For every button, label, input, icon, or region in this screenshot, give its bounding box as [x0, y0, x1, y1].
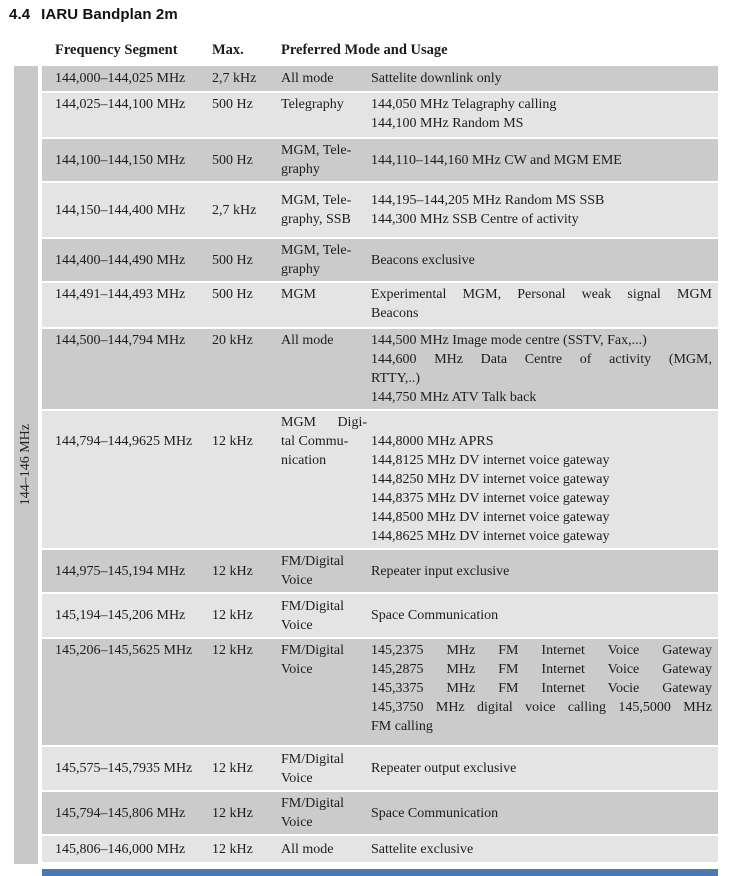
mode-line: MGM, Tele-	[281, 243, 352, 258]
mode-cell	[281, 840, 371, 859]
mode-cell	[281, 191, 371, 229]
mode-cell	[281, 285, 371, 304]
table-row	[42, 183, 718, 237]
mode-line: FM/Digital	[281, 554, 345, 569]
frequency-cell: 144,491–144,493 MHz	[55, 287, 186, 302]
mode-line: tal Commu-	[281, 434, 349, 449]
usage-line: 145,3750 MHz digital voice calling 145,5000 MHz	[371, 700, 712, 715]
frequency-cell: 145,575–145,7935 MHz	[55, 761, 193, 776]
mode-cell	[281, 597, 371, 635]
mode-line: Voice	[281, 662, 313, 677]
mode-line: MGM Digi-	[281, 415, 367, 430]
usage-line: 145,2875 MHz FM Internet Voice Gateway	[371, 662, 712, 677]
mode-line: FM/Digital	[281, 796, 345, 811]
usage-line: 144,300 MHz SSB Centre of activity	[371, 212, 579, 227]
frequency-cell: 144,025–144,100 MHz	[55, 97, 186, 112]
frequency-cell: 144,500–144,794 MHz	[55, 333, 186, 348]
section-number: 4.4	[9, 6, 31, 23]
header-max: Max.	[212, 42, 244, 58]
header-mode-usage: Preferred Mode and Usage	[281, 42, 448, 58]
table-row	[42, 66, 718, 91]
usage-line: 145,2375 MHz FM Internet Voice Gateway	[371, 643, 712, 658]
usage-cell	[371, 641, 718, 736]
frequency-cell: 144,000–144,025 MHz	[55, 71, 186, 86]
mode-cell	[281, 141, 371, 179]
usage-line: 144,8250 MHz DV internet voice gateway	[371, 472, 610, 487]
table-row	[42, 836, 718, 862]
usage-line: Sattelite downlink only	[371, 71, 502, 86]
table-row	[42, 747, 718, 790]
mode-line: graphy	[281, 162, 320, 177]
usage-cell	[371, 562, 718, 581]
table-row	[42, 550, 718, 592]
usage-cell	[371, 804, 718, 823]
header-frequency: Frequency Segment	[55, 42, 178, 58]
mode-cell	[281, 95, 371, 114]
usage-cell	[371, 69, 718, 88]
usage-line: 144,8375 MHz DV internet voice gateway	[371, 491, 610, 506]
band-spine	[14, 66, 38, 864]
usage-line: Repeater output exclusive	[371, 761, 517, 776]
table-header	[42, 40, 718, 66]
usage-line: Experimental MGM, Personal weak signal MGM	[371, 287, 712, 302]
usage-line: Beacons exclusive	[371, 252, 475, 268]
usage-line: 144,100 MHz Random MS	[371, 116, 524, 131]
max-bandwidth-cell: 20 kHz	[212, 333, 253, 348]
max-bandwidth-cell: 2,7 kHz	[212, 71, 257, 86]
max-bandwidth-cell: 12 kHz	[212, 805, 253, 821]
table-row	[42, 594, 718, 637]
max-bandwidth-cell: 500 Hz	[212, 287, 253, 302]
usage-cell	[371, 251, 718, 270]
usage-cell	[371, 759, 718, 778]
usage-line: Space Communication	[371, 805, 499, 821]
mode-line: Voice	[281, 815, 313, 830]
band-range-label: 144–146 MHz	[18, 424, 33, 506]
frequency-cell: 144,150–144,400 MHz	[55, 202, 186, 218]
footer-rule	[42, 869, 718, 876]
table-row	[42, 639, 718, 745]
usage-cell	[371, 331, 718, 407]
table-body	[0, 66, 737, 864]
max-bandwidth-cell: 2,7 kHz	[212, 202, 257, 218]
mode-line: graphy, SSB	[281, 212, 351, 227]
mode-cell	[281, 69, 371, 88]
frequency-cell: 145,206–145,5625 MHz	[55, 643, 193, 658]
usage-line: 144,8000 MHz APRS	[371, 434, 494, 449]
usage-line: 145,3375 MHz FM Internet Vocie Gateway	[371, 681, 712, 696]
usage-line: 144,050 MHz Telagraphy calling	[371, 97, 557, 112]
usage-line: Beacons	[371, 306, 419, 321]
mode-line: graphy	[281, 262, 320, 277]
usage-line: 144,8625 MHz DV internet voice gateway	[371, 529, 610, 544]
frequency-cell: 144,400–144,490 MHz	[55, 252, 186, 268]
table-row	[42, 329, 718, 409]
usage-line: 144,750 MHz ATV Talk back	[371, 390, 537, 405]
usage-line: 144,8500 MHz DV internet voice gateway	[371, 510, 610, 525]
mode-line: nication	[281, 453, 327, 468]
usage-line: Repeater input exclusive	[371, 563, 510, 579]
table-row	[42, 411, 718, 548]
mode-line: FM/Digital	[281, 751, 345, 767]
bandplan-table	[0, 40, 737, 876]
max-bandwidth-cell: 500 Hz	[212, 152, 253, 168]
usage-line: 144,195–144,205 MHz Random MS SSB	[371, 193, 605, 208]
mode-line: FM/Digital	[281, 598, 345, 614]
max-bandwidth-cell: 500 Hz	[212, 252, 253, 268]
mode-cell	[281, 794, 371, 832]
mode-cell	[281, 331, 371, 350]
max-bandwidth-cell: 12 kHz	[212, 434, 253, 449]
max-bandwidth-cell: 12 kHz	[212, 643, 253, 658]
max-bandwidth-cell: 12 kHz	[212, 761, 253, 776]
table-row	[42, 139, 718, 181]
max-bandwidth-cell: 500 Hz	[212, 97, 253, 112]
mode-cell	[281, 552, 371, 590]
usage-line: Space Communication	[371, 608, 499, 623]
table-row	[42, 239, 718, 281]
usage-cell	[371, 95, 718, 133]
mode-cell	[281, 413, 371, 470]
max-bandwidth-cell: 12 kHz	[212, 608, 253, 623]
usage-line: RTTY,..)	[371, 371, 421, 386]
frequency-cell: 145,794–145,806 MHz	[55, 805, 186, 821]
frequency-cell: 144,975–145,194 MHz	[55, 563, 186, 579]
frequency-cell: 144,794–144,9625 MHz	[55, 434, 193, 449]
frequency-cell: 145,806–146,000 MHz	[55, 841, 186, 857]
mode-line: All mode	[281, 71, 334, 86]
usage-cell	[371, 151, 718, 170]
usage-cell	[371, 285, 718, 323]
mode-line: Telegraphy	[281, 97, 344, 112]
usage-cell	[371, 840, 718, 859]
max-bandwidth-cell: 12 kHz	[212, 841, 253, 857]
mode-line: MGM, Tele-	[281, 193, 352, 208]
mode-line: All mode	[281, 333, 334, 348]
max-bandwidth-cell: 12 kHz	[212, 563, 253, 579]
usage-line: 144,500 MHz Image mode centre (SSTV, Fax,...)	[371, 333, 647, 348]
mode-cell	[281, 641, 371, 679]
table-row	[42, 283, 718, 327]
table-row	[42, 93, 718, 137]
mode-cell	[281, 750, 371, 788]
usage-cell	[371, 191, 718, 229]
usage-line: Sattelite exclusive	[371, 841, 474, 857]
usage-cell	[371, 606, 718, 625]
mode-line: MGM, Tele-	[281, 143, 352, 158]
section-title-text: IARU Bandplan 2m	[41, 6, 178, 23]
mode-line: Voice	[281, 573, 313, 588]
mode-line: FM/Digital	[281, 643, 345, 658]
usage-line: 144,600 MHz Data Centre of activity (MGM,	[371, 352, 712, 367]
frequency-cell: 145,194–145,206 MHz	[55, 608, 186, 623]
mode-cell	[281, 241, 371, 279]
frequency-cell: 144,100–144,150 MHz	[55, 152, 186, 168]
usage-line: 144,110–144,160 MHz CW and MGM EME	[371, 152, 622, 168]
table-body-rows	[42, 66, 718, 864]
mode-line: Voice	[281, 770, 313, 786]
usage-line: FM calling	[371, 719, 433, 734]
mode-line: Voice	[281, 617, 313, 633]
usage-line: 144,8125 MHz DV internet voice gateway	[371, 453, 610, 468]
usage-cell	[371, 413, 718, 546]
table-row	[42, 792, 718, 834]
mode-line: All mode	[281, 841, 334, 857]
page-title	[9, 6, 178, 23]
mode-line: MGM	[281, 287, 317, 302]
